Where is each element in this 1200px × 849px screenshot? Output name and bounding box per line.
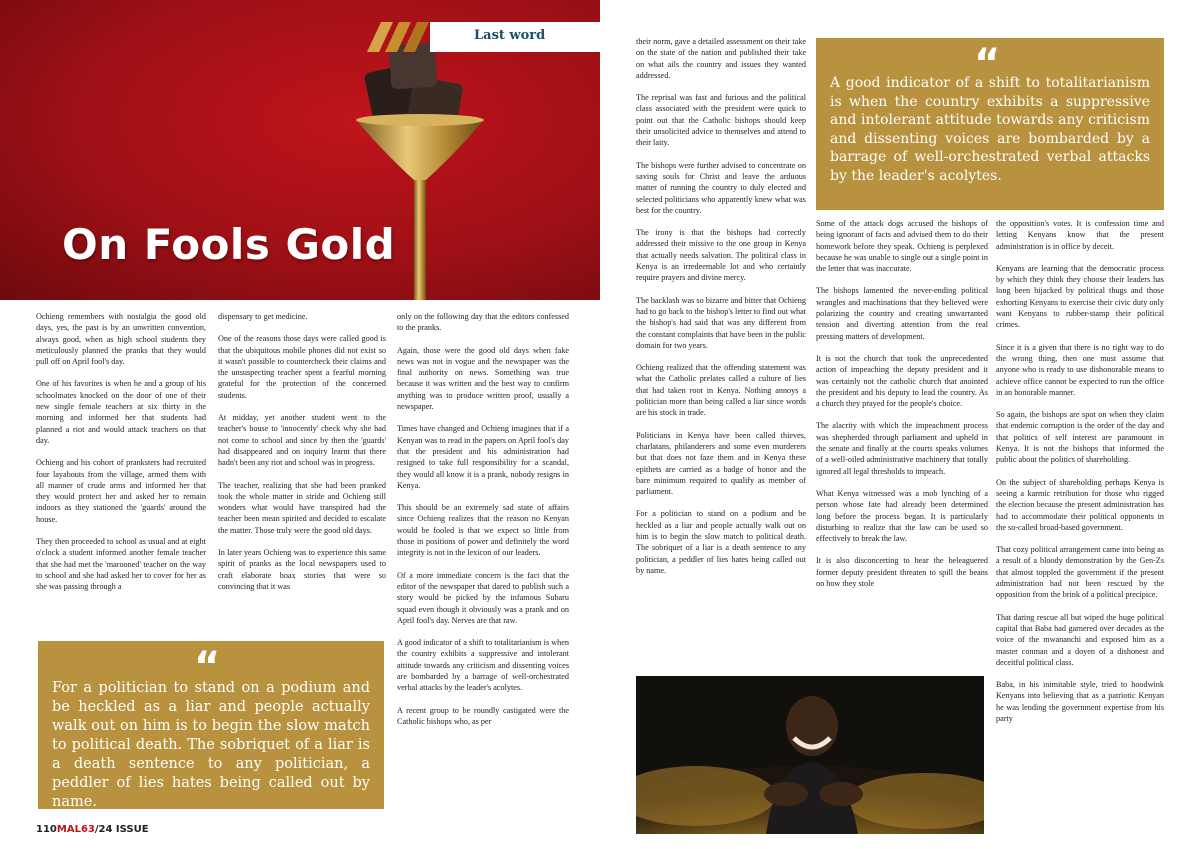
- paragraph: The bishops lamented the never-ending political wrangles and machinations that they believed were polarizing the country and creating unwarranted tension and diverting attention from the real pressing matters of development.: [816, 286, 988, 341]
- pull-quote: [816, 38, 1164, 210]
- paragraph: That cozy political arrangement came into being as a result of a bloody demonstration by the Gen-Zs that almost toppled the government if the present administration had not been rescued by the opposition from the brink of a political precipice.: [996, 545, 1164, 600]
- paragraph: The teacher, realizing that she had been pranked took the whole matter in stride and Ochieng still wonders what would have transpired had the teacher been mean spirited and decided to escalate the matter. Those truly were the good old days.: [218, 480, 386, 535]
- paragraph: So again, the bishops are spot on when they claim that endemic corruption is the order of the day and that politics of self interest are paramount in Kenya. It is not the bishops that informed the public about the politics of shareholding.: [996, 410, 1164, 465]
- page-footer: [36, 824, 149, 835]
- paragraph: Of a more immediate concern is the fact that the editor of the newspaper that dared to publish such a story would be picked by the infamous Subaru squad even though it obviously was a prank and on April fool's day. Nerves are that raw.: [397, 570, 569, 625]
- quote-mark-icon: “: [974, 41, 1001, 87]
- paragraph: They then proceeded to school as usual and at eight o'clock a student informed another female teacher that she had met the 'marooned' teacher on the way to school and she had asked her to cover for her as she was passing through a: [36, 537, 206, 592]
- quote-mark-icon: “: [194, 644, 221, 690]
- paragraph: A recent group to be roundly castigated were the Catholic bishops who, as per: [397, 705, 569, 726]
- paragraph: That daring rescue all but wiped the huge political capital that Baba had garnered over decades as the voice of the mwananchi and exposed him as a master conman and a doyen of a dishonest and deceitful political class.: [996, 612, 1164, 667]
- paragraph: Kenyans are learning that the democratic process by which they think they choose their leaders has long been hijacked by political thugs and those exhorting Kenyans to exercise their civic duty only want Kenyans to rubber-stamp their political crimes.: [996, 263, 1164, 330]
- pull-quote-text: For a politician to stand on a podium and be heckled as a liar and people actually walk out on him is to begin the slow match to political death. The sobriquet of a liar is a death sentence to any politician, a peddler of lies hates being called out by name.: [52, 680, 370, 809]
- paragraph: The backlash was so bizarre and bitter that Ochieng had to go back to the bishop's letter to find out what the bishop's had said that was any different from the constant complaints that have been in the public domain for two years.: [636, 295, 806, 350]
- paragraph: On the subject of shareholding perhaps Kenya is seeing a karmic retribution for those who rigged the election because the present administration has had to accommodate their political opponents in the so-called broad-based government.: [996, 477, 1164, 532]
- column-3: [397, 311, 569, 738]
- pull-quote: [38, 641, 384, 809]
- paragraph: It is also disconcerting to hear the beleaguered former deputy president threaten to spill the beans on how they stole: [816, 556, 988, 589]
- paragraph: The irony is that the bishops had correctly addressed their missive to the one group in Kenya that actually needs salvation. The political class in Kenya is an irredeemable lot and who certainly require prayers and divine mercy.: [636, 228, 806, 283]
- paragraph: The alacrity with which the impeachment process was shepherded through parliament and upheld in the senate and finally at the courts speaks volumes of a well-oiled administrative machinery that totally ignored all legal thresholds to impeach.: [816, 421, 988, 476]
- paragraph: dispensary to get medicine.: [218, 312, 308, 321]
- magazine-name: MAL63: [56, 824, 95, 835]
- paragraph: Baba, in his inimitable style, tried to hoodwink Kenyans into believing that as a patriotic Kenyan he was lending the government expertise from his party: [996, 680, 1164, 723]
- paragraph: Again, those were the good old days when fake news was not in vogue and the newspaper was the final authority on news. Something was true because it was written and the best way to confirm anything was to produce written proof, usually a newspaper.: [397, 345, 569, 412]
- photo-illustration: [636, 676, 984, 834]
- paragraph: Politicians in Kenya have been called thieves, charlatans, philanderers and some even murderers but that does not faze them and in Kenya these epithets are carried as a badge of honor and the bare minimum required to qualify as member of parliament.: [636, 430, 806, 497]
- paragraph: only on the following day that the editors confessed to the pranks.: [397, 312, 569, 333]
- section-label: Last word: [474, 28, 546, 43]
- paragraph: One of the reasons those days were called good is that the ubiquitous mobile phones did not exist so it wasn't possible to countercheck their claims and the unsuspecting teacher spent a fearful morning grateful for the protection of the concerned students.: [218, 334, 386, 400]
- paragraph: This should be an extremely sad state of affairs since Ochieng realizes that the reason no Kenyan would be fooled is that we expect so little from those in positions of power and definitely the word integrity is not in the lexicon of our leaders.: [397, 503, 569, 558]
- paragraph: At midday, yet another student went to the teacher's house to 'innocently' check why she had not come to school and since by then the 'guards' had disappeared and on inquiry learnt that there hadn't been any riot and school was in progress.: [218, 413, 386, 468]
- column-5: [816, 218, 988, 600]
- man-with-gold-coins-photo: [636, 676, 984, 834]
- column-1: [36, 311, 206, 604]
- pull-quote-text: A good indicator of a shift to totalitarianism is when the country exhibits a suppressive and intolerant attitude towards any criticism and dissenting voices are bombarded by a barrage of well-orchestrated verbal attacks by the leader's acolytes.: [830, 75, 1150, 184]
- page-number: 110: [36, 824, 57, 835]
- paragraph: In later years Ochieng was to experience this same spirit of pranks as the local newspapers used to craft elaborate hoax stories that were so convincing that it was: [218, 548, 386, 591]
- paragraph: their norm, gave a detailed assessment on their take on the state of the nation and published their take on what ails the country and issues they wanted addressed.: [636, 37, 806, 80]
- paragraph: Some of the attack dogs accused the bishops of being ignorant of facts and advised them to do their homework before they speak. Ochieng is perplexed because he was unable to single out a single point in the letter that was inaccurate.: [816, 219, 988, 274]
- paragraph: The reprisal was fast and furious and the political class associated with the president were quick to point out that the Catholic bishops should keep their unsolicited advice to themselves and attend to their laity.: [636, 93, 806, 148]
- issue-label: /24 ISSUE: [94, 824, 149, 835]
- paragraph: the opposition's votes. It is confession time and letting Kenyans know that the present administration is in office by deceit.: [996, 219, 1164, 251]
- paragraph: Times have changed and Ochieng imagines that if a Kenyan was to read in the papers on April fool's day that the president and his administration had resigned to take full responsibility for a scandal, they would all know it is a prank, nobody resigns in Kenya.: [397, 424, 569, 490]
- paragraph: Ochieng remembers with nostalgia the good old days, yes, the past is by an unwritten convention, always good, when as high school students they meticulously planned the pranks that they would pull off on April fool's day.: [36, 312, 206, 367]
- paragraph: It is not the church that took the unprecedented action of impeaching the deputy president and it was certainly not the catholic church that anointed the president and his deputy to lead the country. As a church they prayed for the people's choice.: [816, 353, 988, 409]
- paragraph: Since it is a given that there is no right way to do the wrong thing, then one must assume that anyone who is ready to use dishonorable means to achieve office cannot be expected to run the office in an honorable manner.: [996, 342, 1164, 397]
- paragraph: For a politician to stand on a podium and be heckled as a liar and people actually walk out on him is to begin the slow match to political death. The sobriquet of a liar is a death sentence to any politician, a peddler of lies hates being called out by name.: [636, 509, 806, 575]
- paragraph: A good indicator of a shift to totalitarianism is when the country exhibits a suppressive and intolerant attitude towards any criticism and dissenting voices are bombarded by a barrage of well-orchestrated verbal attacks by the leader's acolytes.: [397, 638, 569, 693]
- section-tab: [430, 22, 600, 52]
- paragraph: Ochieng realized that the offending statement was what the Catholic prelates called a culture of lies that had taken root in Kenya. Nothing annoys a politician more than being called a liar since words are his stock in trade.: [636, 363, 806, 418]
- column-2: [218, 311, 386, 603]
- column-4: [636, 36, 806, 587]
- paragraph: Ochieng and his cohort of pranksters had recruited four layabouts from the village, armed them with all manner of crude arms and informed her that they would protect her and asked her to remain indoors as they stationed the 'guards' around the house.: [36, 458, 206, 524]
- paragraph: What Kenya witnessed was a mob lynching of a person whose fate had already been determined long before the process began. It is particularly disturbing to realize that the law can be used so effectively to break the law.: [816, 488, 988, 544]
- hero-banner: [0, 0, 600, 300]
- paragraph: One of his favorites is when he and a group of his schoolmates knocked on the door of one of their new single female teachers at six thirty in the morning and informed her that students had planned a riot and would attack teachers on that day.: [36, 379, 206, 445]
- article-headline: On Fools Gold: [62, 220, 396, 269]
- column-6: [996, 218, 1164, 735]
- paragraph: The bishops were further advised to concentrate on saving souls for Christ and leave the arduous matter of running the country to duly elected and selected politicians who apparently knew what was best for the country.: [636, 160, 806, 215]
